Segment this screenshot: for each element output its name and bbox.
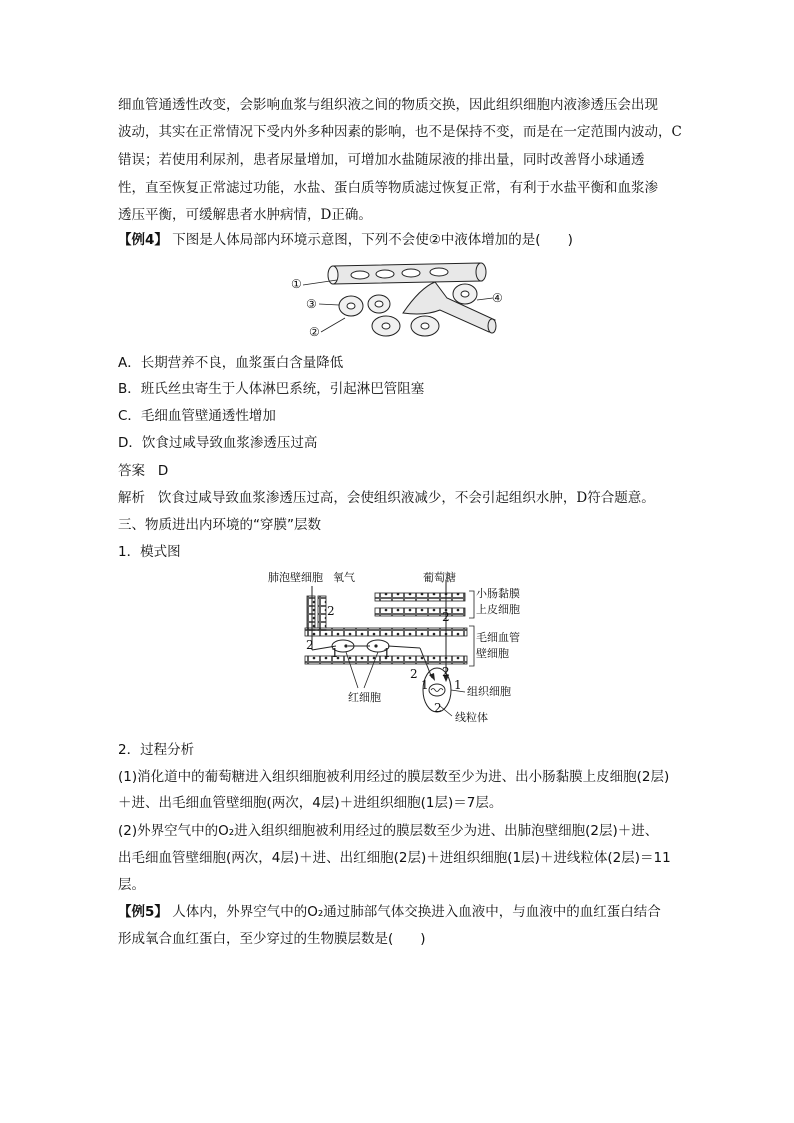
diagram-number: 1 <box>454 678 462 692</box>
answer-label: 答案 <box>118 463 145 479</box>
analysis-label: 解析 <box>118 490 145 506</box>
section3-sub2: 2．过程分析 <box>118 742 195 758</box>
diagram-number: 2 <box>327 604 335 618</box>
example5-line-2: 形成氧合血红蛋白，至少穿过的生物膜层数是( ) <box>118 931 426 947</box>
intro-line-5: 透压平衡，可缓解患者水肿病情，D正确。 <box>118 207 372 223</box>
section3-sub1: 1．模式图 <box>118 544 181 560</box>
label-rbc: 红细胞 <box>348 691 381 704</box>
diagram-number: 2 <box>442 610 450 624</box>
intro-line-2: 波动，其实在正常情况下受内外多种因素的影响，也不是保持不变，而是在一定范围内波动，C <box>118 124 682 140</box>
label-mitochondrion: 线粒体 <box>455 711 488 724</box>
label-glucose: 葡萄糖 <box>423 571 456 584</box>
label-epithelium: 上皮细胞 <box>476 603 520 616</box>
label-oxygen: 氧气 <box>333 571 355 584</box>
label-alveolar-cell: 肺泡壁细胞 <box>268 571 323 584</box>
answer-row <box>118 462 683 480</box>
section3-heading: 三、物质进出内环境的“穿膜”层数 <box>118 517 321 533</box>
diagram-number: 2 <box>434 701 442 715</box>
example5-tag: 【例5】 <box>118 904 168 920</box>
diagram-number: 1 <box>331 646 339 660</box>
example5-line-1: 人体内，外界空气中的O₂通过肺部气体交换进入血液中，与血液中的血红蛋白结合 <box>172 904 661 920</box>
figure-label-4: ④ <box>492 291 503 305</box>
option-b: B．班氏丝虫寄生于人体淋巴系统，引起淋巴管阻塞 <box>118 381 425 397</box>
analysis-row <box>118 489 683 507</box>
answer-value: D <box>157 463 169 479</box>
option-c: C．毛细血管壁通透性增加 <box>118 408 276 424</box>
figure-label-3: ③ <box>306 297 317 311</box>
process-2-line-2: 出毛细血管壁细胞(两次，4层)＋进、出红细胞(2层)＋进组织细胞(1层)＋进线粒体(2层)＝11 <box>118 850 671 866</box>
diagram-number: 1 <box>421 678 429 692</box>
process-2-line-1: (2)外界空气中的O₂进入组织细胞被利用经过的膜层数至少为进、出肺泡壁细胞(2层)＋进、 <box>118 823 659 839</box>
process-1-line-1: (1)消化道中的葡萄糖进入组织细胞被利用经过的膜层数至少为进、出小肠黏膜上皮细胞(2层) <box>118 769 670 785</box>
diagram-number: 1 <box>383 646 391 660</box>
label-capillary: 毛细血管 <box>476 631 520 644</box>
process-1-line-2: ＋进、出毛细血管壁细胞(两次，4层)＋进组织细胞(1层)＝7层。 <box>118 795 503 811</box>
label-tissue-cell: 组织细胞 <box>467 685 511 698</box>
example4-question-row <box>118 231 683 249</box>
intro-line-4: 性，直至恢复正常滤过功能，水盐、蛋白质等物质滤过恢复正常，有利于水盐平衡和血浆渗 <box>118 180 658 196</box>
label-intestine: 小肠黏膜 <box>476 587 520 600</box>
diagram-number: 2 <box>306 638 314 652</box>
diagram-number: 2 <box>442 665 450 679</box>
intro-line-3: 错误；若使用利尿剂，患者尿量增加，可增加水盐随尿液的排出量，同时改善肾小球通透 <box>118 152 645 168</box>
option-a: A．长期营养不良，血浆蛋白含量降低 <box>118 355 344 371</box>
process-2-line-3: 层。 <box>118 877 145 893</box>
option-d: D．饮食过咸导致血浆渗透压过高 <box>118 435 318 451</box>
example4-question: 下图是人体局部内环境示意图，下列不会使②中液体增加的是( ) <box>172 232 573 248</box>
figure-label-2: ② <box>309 325 320 339</box>
figure-label-1: ① <box>291 277 302 291</box>
diagram-number: 2 <box>410 667 418 681</box>
label-capillary-wall: 壁细胞 <box>476 647 509 660</box>
analysis-text: 饮食过咸导致血浆渗透压过高，会使组织液减少，不会引起组织水肿，D符合题意。 <box>157 490 655 506</box>
intro-line-1: 细血管通透性改变，会影响血浆与组织液之间的物质交换，因此组织细胞内液渗透压会出现 <box>118 97 658 113</box>
example4-tag: 【例4】 <box>118 232 168 248</box>
example5-row-1 <box>118 903 683 921</box>
